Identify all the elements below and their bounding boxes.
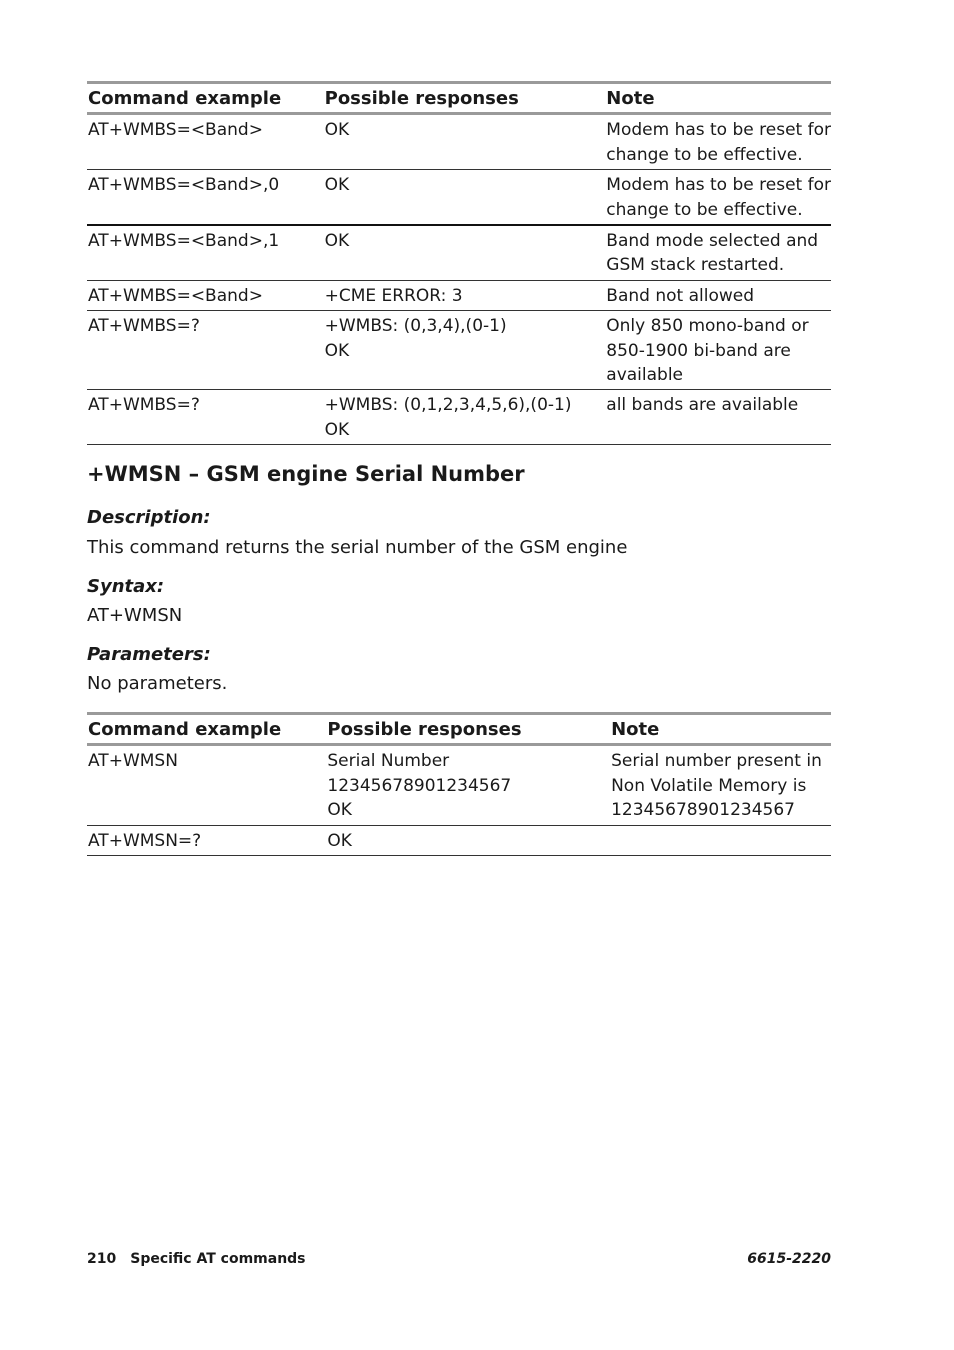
column-header-note: Note (606, 88, 655, 109)
cell-note-line: Only 850 mono-band or (606, 316, 809, 337)
table-row (87, 825, 831, 855)
cell-note-line: 12345678901234567 (611, 800, 795, 821)
cell-response-line: +CME ERROR: 3 (324, 285, 463, 306)
cell-response-line: +WMBS: (0,3,4),(0-1) (324, 316, 507, 337)
syntax-label: Syntax: (87, 576, 165, 597)
cell-command-line: AT+WMBS=<Band> (88, 285, 263, 306)
syntax-text: AT+WMSN (87, 605, 183, 626)
cell-response-line: OK (324, 231, 350, 252)
table-header-row (87, 83, 831, 114)
parameters-label: Parameters: (87, 644, 211, 665)
cell-response (324, 280, 606, 310)
cell-command-line: AT+WMBS=<Band>,1 (88, 231, 280, 252)
cell-note-line: GSM stack restarted. (606, 255, 785, 276)
column-header-responses: Possible responses (324, 88, 519, 109)
cell-command (87, 390, 324, 445)
cell-response-line: OK (327, 830, 352, 851)
table-row (87, 225, 831, 280)
command-table-wmsn (87, 712, 831, 856)
table-body (87, 745, 831, 856)
cell-note-line: Modem has to be reset for (606, 175, 831, 196)
cell-note (605, 170, 831, 225)
table-row (87, 311, 831, 390)
table-row (87, 114, 831, 170)
cell-note (605, 390, 831, 445)
column-header-command: Command example (88, 719, 282, 740)
cell-response (326, 745, 610, 825)
table-row (87, 745, 831, 825)
cell-response-line: OK (327, 800, 352, 821)
footer-left (87, 1251, 306, 1267)
cell-response (324, 225, 606, 280)
command-table-wmbs (87, 81, 831, 445)
cell-command (87, 745, 326, 825)
section-heading: +WMSN – GSM engine Serial Number (87, 462, 525, 486)
cell-command-line: AT+WMBS=? (88, 395, 200, 416)
cell-response (324, 311, 606, 390)
cell-note (610, 825, 831, 855)
cell-command-line: AT+WMBS=<Band>,0 (88, 175, 280, 196)
cell-note-line: change to be effective. (606, 199, 803, 220)
column-header-responses: Possible responses (327, 719, 522, 740)
cell-command (87, 311, 324, 390)
table-row (87, 390, 831, 445)
cell-note (605, 114, 831, 170)
cell-note-line: Non Volatile Memory is (611, 775, 807, 796)
page-number: 210 (87, 1251, 117, 1267)
cell-response-line: OK (324, 120, 350, 141)
cell-command (87, 114, 324, 170)
cell-note (610, 745, 831, 825)
cell-response (324, 114, 606, 170)
cell-response-line: OK (324, 175, 350, 196)
column-header-note: Note (611, 719, 660, 740)
cell-response-line: 12345678901234567 (327, 775, 512, 796)
cell-command (87, 170, 324, 225)
cell-response (324, 390, 606, 445)
cell-note (605, 280, 831, 310)
cell-command-line: AT+WMBS=? (88, 316, 200, 337)
cell-note-line: Band mode selected and (606, 231, 819, 252)
cell-command (87, 280, 324, 310)
cell-command (87, 825, 326, 855)
cell-response-line: OK (324, 419, 350, 440)
cell-note (605, 225, 831, 280)
table-row (87, 280, 831, 310)
footer-section-name: Specific AT commands (130, 1251, 306, 1267)
cell-command-line: AT+WMBS=<Band> (88, 120, 263, 141)
cell-response-line: Serial Number (327, 751, 450, 772)
cell-command-line: AT+WMSN=? (88, 830, 202, 851)
cell-note-line: change to be effective. (606, 144, 803, 165)
cell-response-line: OK (324, 340, 350, 361)
parameters-text: No parameters. (87, 673, 228, 694)
description-label: Description: (87, 507, 211, 528)
cell-note (605, 311, 831, 390)
table-header-row (87, 714, 831, 745)
cell-command (87, 225, 324, 280)
cell-note-line: all bands are available (606, 395, 799, 416)
description-text: This command returns the serial number of the GSM engine (87, 537, 628, 558)
cell-note-line: available (606, 365, 684, 386)
cell-response (326, 825, 610, 855)
cell-note-line: Band not allowed (606, 285, 754, 306)
cell-response (324, 170, 606, 225)
footer-doc-number: 6615-2220 (747, 1251, 831, 1267)
cell-command-line: AT+WMSN (88, 751, 178, 772)
table-row (87, 170, 831, 225)
column-header-command: Command example (88, 88, 282, 109)
cell-note-line: 850-1900 bi-band are (606, 340, 791, 361)
cell-note-line: Serial number present in (611, 751, 822, 772)
table-body (87, 114, 831, 445)
cell-note-line: Modem has to be reset for (606, 120, 831, 141)
cell-response-line: +WMBS: (0,1,2,3,4,5,6),(0-1) (324, 395, 572, 416)
